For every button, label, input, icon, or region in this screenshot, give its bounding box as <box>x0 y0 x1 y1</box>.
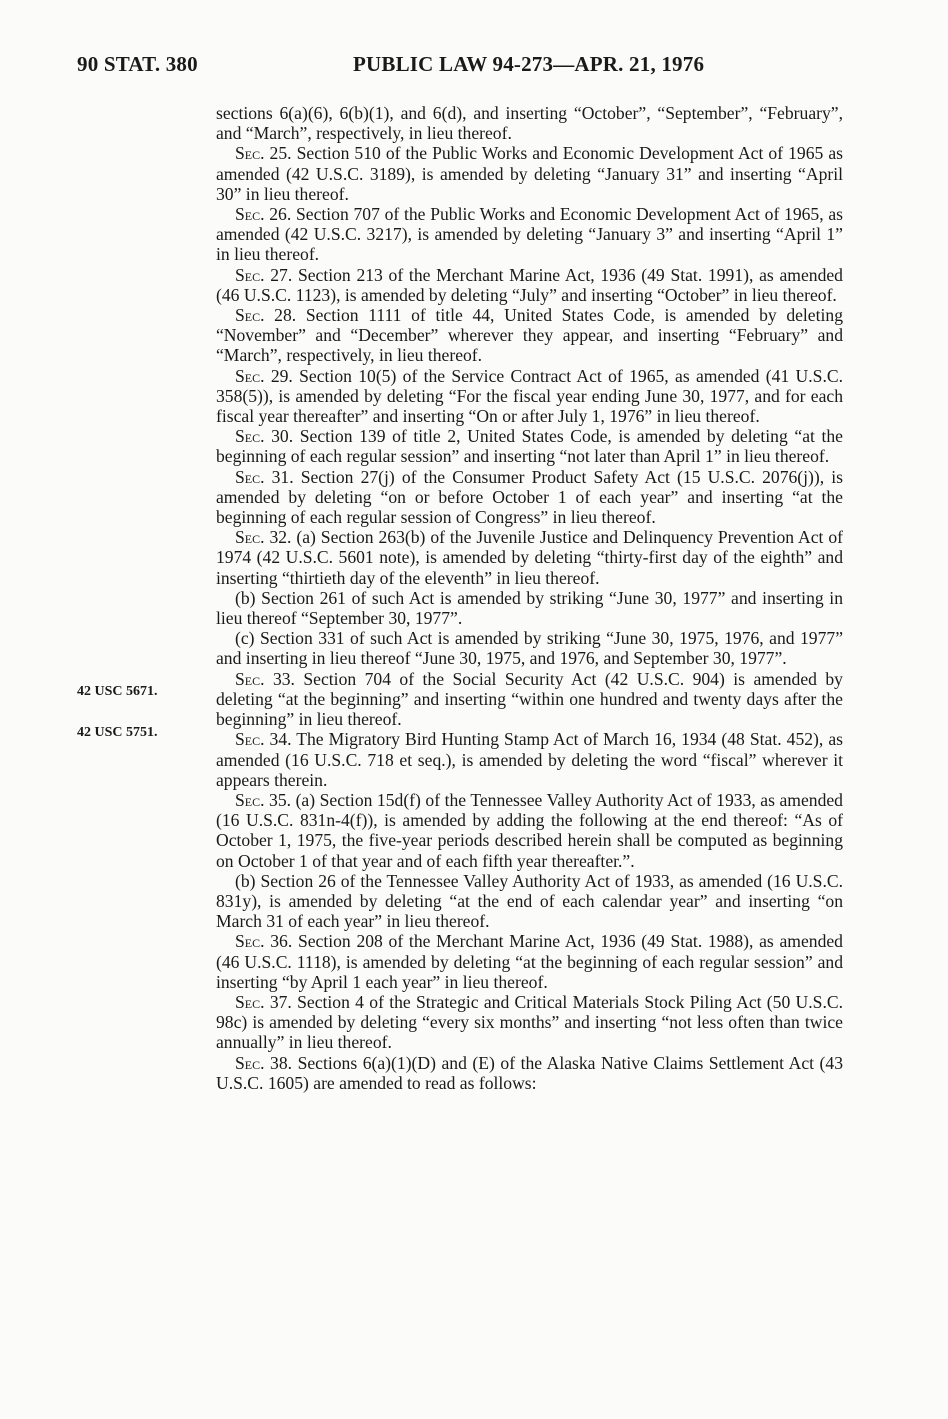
paragraph-continuation <box>216 103 843 143</box>
section-label: Sec. 26. <box>235 204 292 225</box>
margin-note-42-usc-5671: 42 USC 5671. <box>77 684 158 699</box>
section-28 <box>216 305 843 366</box>
paragraph-text: (a) Section 263(b) of the Juvenile Justice and Delinquency Prevention Act of 1974 (42 U.S.C. 5601 note), is amended by deleting “thirty-first day of the eighth” and inserting “thirtieth day of the eleventh” in lieu thereof. <box>216 527 843 588</box>
margin-note-42-usc-5751: 42 USC 5751. <box>77 725 158 740</box>
section-label: Sec. 36. <box>235 931 293 952</box>
section-label: Sec. 33. <box>235 668 295 689</box>
section-36 <box>216 931 843 992</box>
section-37 <box>216 992 843 1053</box>
paragraph-text: (b) Section 261 of such Act is amended by striking “June 30, 1977” and inserting in lieu thereof “September 30, 1977”. <box>216 587 843 629</box>
section-31 <box>216 467 843 528</box>
section-26 <box>216 204 843 265</box>
paragraph-text: (c) Section 331 of such Act is amended by striking “June 30, 1975, 1976, and 1977” and inserting in lieu thereof “June 30, 1975, and 1976, and September 30, 1977”. <box>216 628 843 669</box>
section-32-c <box>216 628 843 668</box>
section-38 <box>216 1053 843 1093</box>
section-label: Sec. 27. <box>235 264 293 285</box>
page-header <box>0 52 948 82</box>
section-label: Sec. 38. <box>235 1052 293 1073</box>
section-label: Sec. 29. <box>235 365 293 386</box>
section-label: Sec. 28. <box>235 305 297 326</box>
public-law-title: PUBLIC LAW 94-273—APR. 21, 1976 <box>353 52 705 76</box>
section-35-b <box>216 871 843 932</box>
section-label: Sec. 31. <box>235 466 294 487</box>
paragraph-text: Section 704 of the Social Security Act (42 U.S.C. 904) is amended by deleting “at the beginning” and inserting “within one hundred and twenty days after the beginning” in lieu thereof. <box>216 668 843 730</box>
section-34 <box>216 729 843 790</box>
statute-page-reference: 90 STAT. 380 <box>77 52 198 76</box>
section-label: Sec. 34. <box>235 729 292 750</box>
section-25 <box>216 143 843 204</box>
paragraph-text: Sections 6(a)(1)(D) and (E) of the Alaska Native Claims Settlement Act (43 U.S.C. 1605) are amended to read as follows: <box>216 1052 843 1093</box>
paragraph-text: Section 208 of the Merchant Marine Act, 1936 (49 Stat. 1988), as amended (46 U.S.C. 1118), is amended by deleting “at the beginning of each regular session” and inserting “by April 1 each year” in lieu thereof. <box>216 931 843 992</box>
section-label: Sec. 35. <box>235 789 292 810</box>
section-label: Sec. 25. <box>235 143 292 164</box>
paragraph-text: sections 6(a)(6), 6(b)(1), and 6(d), and inserting “October”, “September”, “February”, and “March”, respectively, in lieu thereof. <box>216 103 843 144</box>
section-35-a <box>216 790 843 871</box>
section-32-a <box>216 527 843 588</box>
statute-body <box>216 103 843 1093</box>
section-30 <box>216 426 843 466</box>
section-33 <box>216 669 843 730</box>
paragraph-text: The Migratory Bird Hunting Stamp Act of March 16, 1934 (48 Stat. 452), as amended (16 U.S.C. 718 et seq.), is amended by deleting the word “fiscal” wherever it appears therein. <box>216 729 843 790</box>
section-label: Sec. 30. <box>235 426 294 447</box>
section-label: Sec. 32. <box>235 527 292 548</box>
paragraph-text: Section 1111 of title 44, United States Code, is amended by deleting “November” and “December” wherever they appear, and inserting “February” and “March”, respectively, in lieu thereof. <box>216 305 843 366</box>
paragraph-text: Section 707 of the Public Works and Economic Development Act of 1965, as amended (42 U.S.C. 3217), is amended by deleting “January 3” and inserting “April 1” in lieu thereof. <box>216 204 843 265</box>
paragraph-text: Section 139 of title 2, United States Code, is amended by deleting “at the beginning of each regular session” and inserting “not later than April 1” in lieu thereof. <box>216 426 843 467</box>
section-label: Sec. 37. <box>235 991 292 1012</box>
section-32-b <box>216 588 843 628</box>
section-27 <box>216 265 843 305</box>
paragraph-text: Section 213 of the Merchant Marine Act, 1936 (49 Stat. 1991), as amended (46 U.S.C. 1123), is amended by deleting “July” and inserting “October” in lieu thereof. <box>216 264 843 305</box>
paragraph-text: Section 27(j) of the Consumer Product Safety Act (15 U.S.C. 2076(j)), is amended by deleting “on or before October 1 of each year” and inserting “at the beginning of each regular session of Congress” in lieu thereof. <box>216 466 843 528</box>
section-29 <box>216 366 843 427</box>
paragraph-text: Section 510 of the Public Works and Economic Development Act of 1965 as amended (42 U.S.C. 3189), is amended by deleting “January 31” and inserting “April 30” in lieu thereof. <box>216 143 843 204</box>
paragraph-text: Section 4 of the Strategic and Critical Materials Stock Piling Act (50 U.S.C. 98c) is amended by deleting “every six months” and inserting “not less often than twice annually” in lieu thereof. <box>216 991 843 1053</box>
paragraph-text: (b) Section 26 of the Tennessee Valley Authority Act of 1933, as amended (16 U.S.C. 831y), is amended by deleting “at the end of each calendar year” and inserting “on March 31 of each year” in lieu thereof. <box>216 870 843 932</box>
paragraph-text: Section 10(5) of the Service Contract Act of 1965, as amended (41 U.S.C. 358(5)), is amended by deleting “For the fiscal year ending June 30, 1977, and for each fiscal year thereafter” and inserting “On or after July 1, 1976” in lieu thereof. <box>216 365 843 427</box>
paragraph-text: (a) Section 15d(f) of the Tennessee Valley Authority Act of 1933, as amended (16 U.S.C. 831n-4(f)), is amended by adding the following at the end thereof: “As of October 1, 1975, the five-year periods described herein shall be computed as beginning on October 1 of that year and of each fifth year thereafter.”. <box>216 789 843 871</box>
